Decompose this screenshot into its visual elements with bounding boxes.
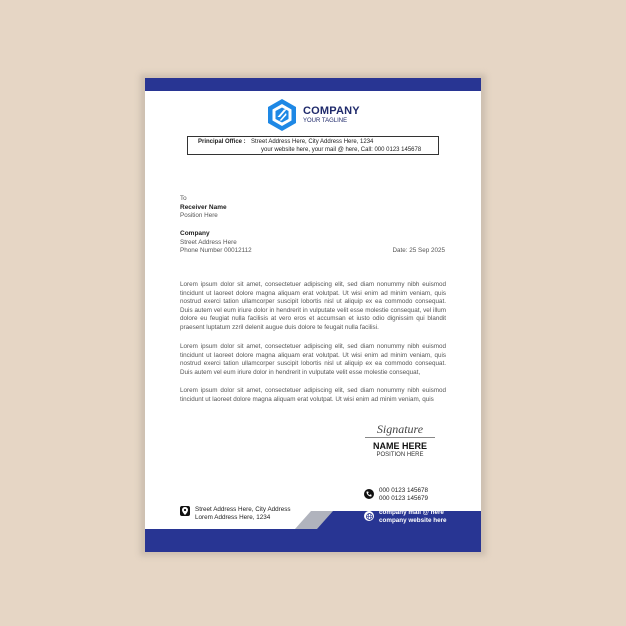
body-paragraph-2: Lorem ipsum dolor sit amet, consectetuer adipiscing elit, sed diam nonummy nibh euismod tincidunt ut laoreet dolore magna aliquam erat volutpat. Ut wisi enim ad minim veniam, quis nostrud exerci tation ullamcorper suscipit lobortis nisl ut aliquip ex ea commodo consequat. Duis autem vel eum iriure dolor in hendrerit in vulputate velit esse molestie consequat, <box>180 343 446 376</box>
company-name: COMPANY <box>303 105 360 117</box>
hexagon-swirl-logo-icon <box>265 98 299 132</box>
signature-block <box>355 422 445 459</box>
company-tagline: YOUR TAGLINE <box>303 118 348 124</box>
office-address-line2: your website here, your mail @ here, Call: 000 0123 145678 <box>261 147 422 153</box>
receiver-phone: Phone Number 00012112 <box>180 247 252 254</box>
body-paragraph-3: Lorem ipsum dolor sit amet, consectetuer adipiscing elit, sed diam nonummy nibh euismod tincidunt ut laoreet dolore magna aliquam erat volutpat. Ut wisi enim ad minim veniam, quis <box>180 387 446 403</box>
footer-address <box>180 506 291 522</box>
signature-line <box>365 437 435 438</box>
header-band <box>145 78 481 91</box>
principal-office-box <box>187 136 439 155</box>
office-label: Principal Office : <box>198 139 246 145</box>
footer-phone-2: 000 0123 145679 <box>379 495 429 502</box>
globe-icon <box>364 511 374 521</box>
footer-website: company website here <box>379 517 447 524</box>
phone-icon <box>364 489 374 499</box>
receiver-position: Position Here <box>180 212 218 219</box>
signer-name: NAME HERE <box>372 441 427 451</box>
body-paragraph-1: Lorem ipsum dolor sit amet, consectetuer adipiscing elit, sed diam nonummy nibh euismod tincidunt ut laoreet dolore magna aliquam erat volutpat. Ut wisi enim ad minim veniam, quis nostrud exerci tation ullamcorper suscipit lobortis nisl ut aliquip ex ea commodo consequat. Duis autem vel eum iriure dolor in hendrerit in vulputate velit esse molestie consequat, vel illum dolore eu feugiat nulla facilisis at vero eros et accumsan et iusto odio dignissim qui blandit praesent luptatum zzril delenit augue duis dolore te feugait nulla facilisi. <box>180 281 446 331</box>
footer-phones <box>364 487 428 503</box>
signature-script: Signature <box>376 422 424 436</box>
receiver-address: Street Address Here <box>180 239 237 246</box>
footer-mail: company mail @ here <box>379 509 444 516</box>
map-pin-icon <box>180 506 190 516</box>
footer-contact <box>364 509 447 525</box>
office-address-line1: Street Address Here, City Address Here, 1234 <box>251 139 374 145</box>
company-logo <box>265 98 360 132</box>
receiver-company: Company <box>180 230 210 237</box>
letter-date: Date: 25 Sep 2025 <box>392 247 445 254</box>
footer-address-line1: Street Address Here, City Address <box>195 506 291 513</box>
to-label: To <box>180 195 187 202</box>
footer-phone-1: 000 0123 145678 <box>379 487 429 494</box>
letterhead-page <box>145 78 481 552</box>
footer-address-line2: Lorem Address Here, 1234 <box>195 514 271 521</box>
receiver-name: Receiver Name <box>180 204 227 211</box>
signer-position: POSITION HERE <box>376 452 424 458</box>
